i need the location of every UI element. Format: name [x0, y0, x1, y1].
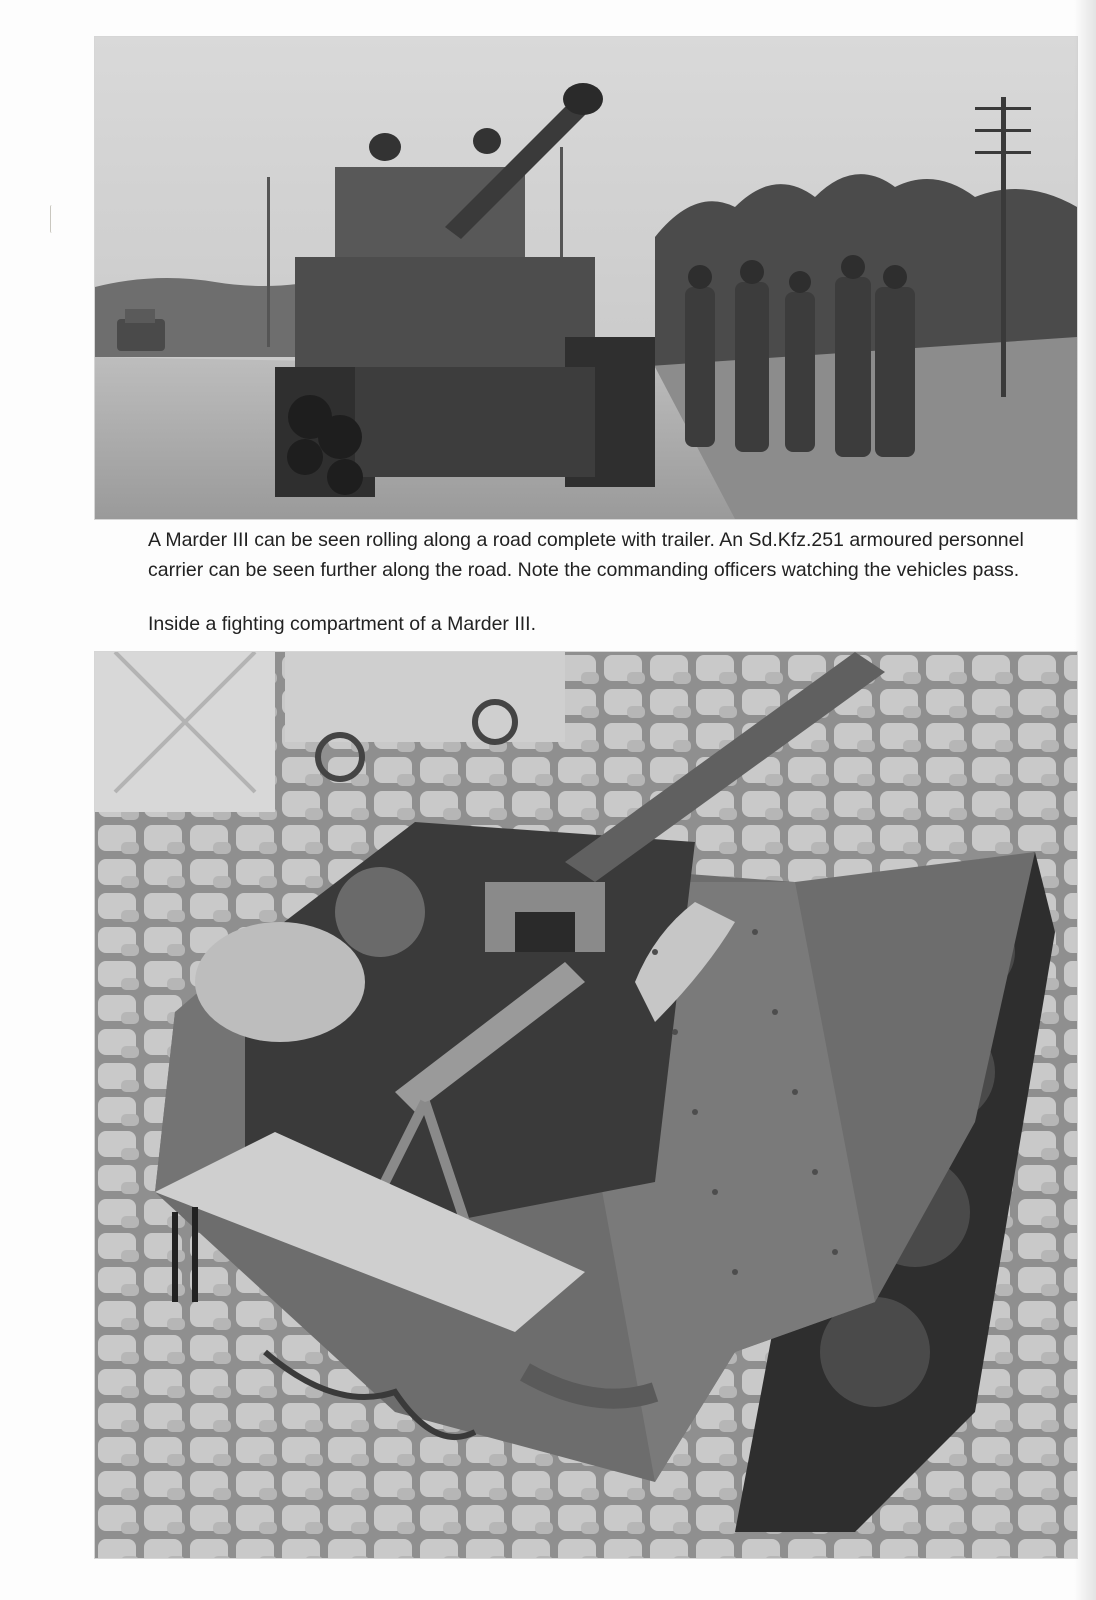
photo-marder-on-road — [94, 36, 1078, 520]
caption-top-photo — [148, 525, 1078, 585]
page-gutter-shadow — [1074, 0, 1096, 1600]
photo-fighting-compartment — [94, 651, 1078, 1559]
caption-top-line-1: A Marder III can be seen rolling along a road complete with trailer. An Sd.Kfz.251 armoured personnel — [148, 529, 1024, 551]
caption-bottom-photo: Inside a fighting compartment of a Marder III. — [148, 613, 537, 635]
caption-top-line-2: carrier can be seen further along the road. Note the commanding officers watching the vehicles pass. — [148, 559, 1020, 581]
margin-mark — [50, 205, 55, 233]
